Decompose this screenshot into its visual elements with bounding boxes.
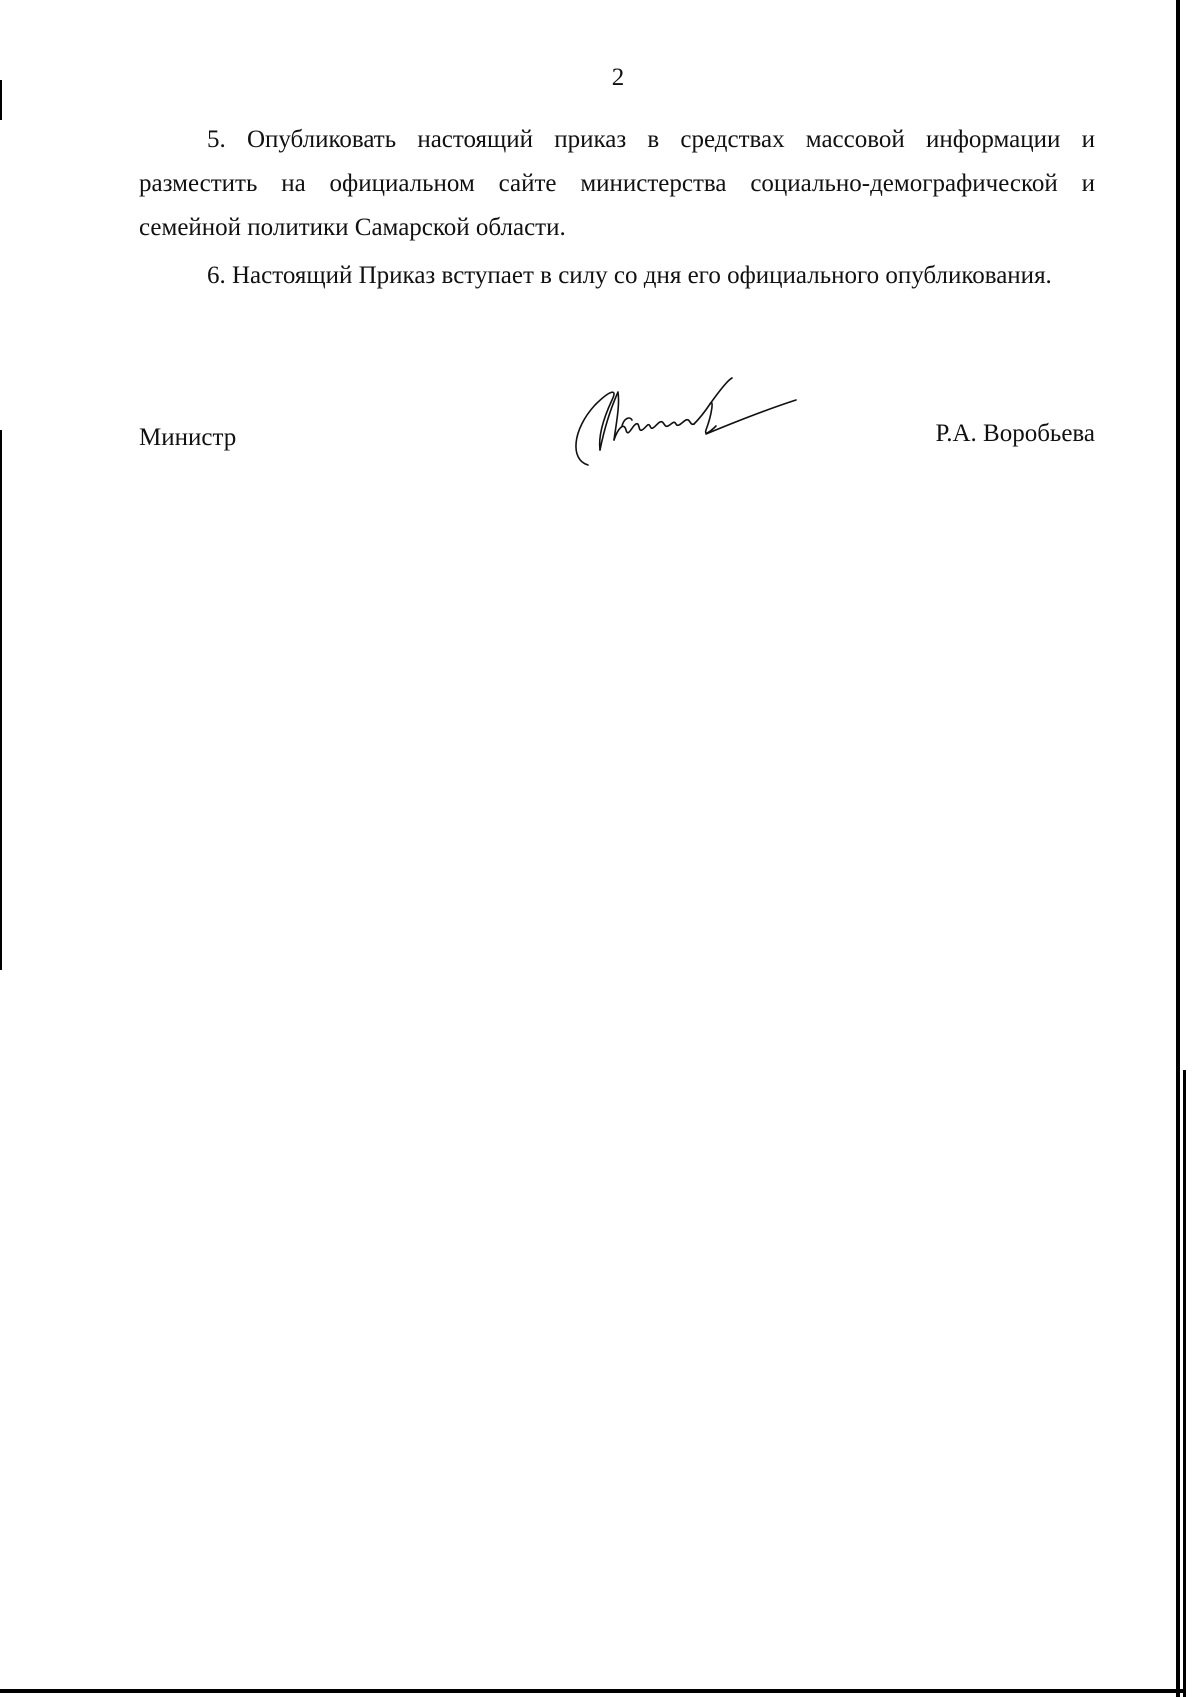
scan-edge-right-inner <box>1183 1070 1186 1697</box>
scan-edge-bottom <box>0 1689 1186 1693</box>
scan-edge-right <box>1176 0 1180 1697</box>
paragraph-5: 5. Опубликовать настоящий приказ в средствах массовой информации и разместить на официальном сайте министерства социально-демографической и семейной политики Самарской области. <box>139 126 1095 241</box>
scan-edge-left <box>0 430 2 970</box>
paragraph-6: 6. Настоящий Приказ вступает в силу со дня его официального опубликования. <box>207 262 1052 289</box>
document-body <box>139 118 1095 298</box>
signatory-position: Министр <box>139 424 237 451</box>
signatory-name: Р.А. Воробьева <box>935 420 1095 447</box>
signature-row <box>139 420 1095 464</box>
page-number: 2 <box>611 64 625 91</box>
